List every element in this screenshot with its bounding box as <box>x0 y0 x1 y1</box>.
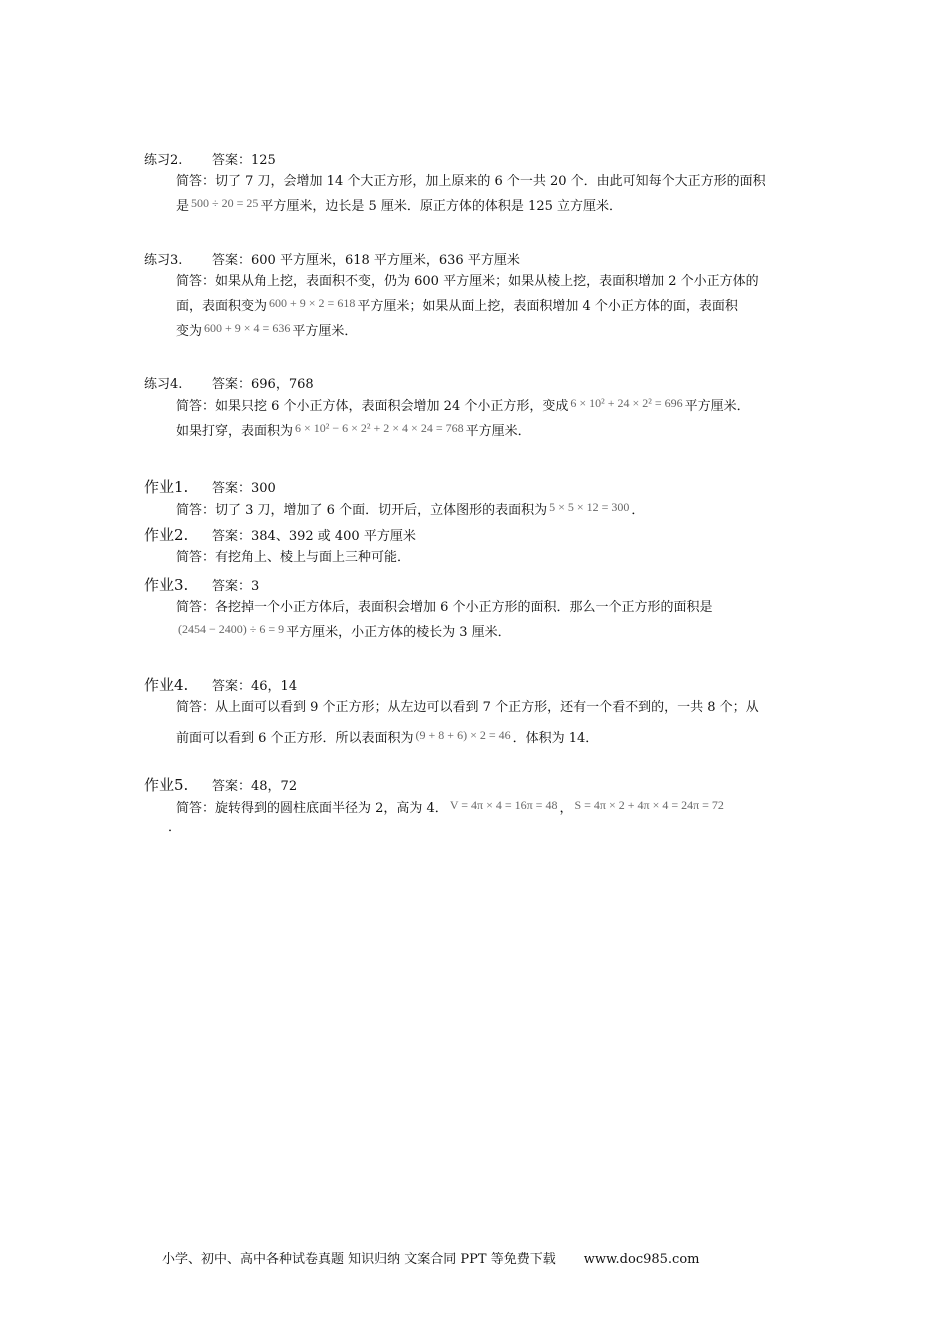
entry-answer: 答案：696，768 <box>212 377 314 392</box>
entry-answer: 答案：3 <box>212 579 260 594</box>
entry-homework-3 <box>144 576 814 645</box>
formula: V = 4π × 4 = 16π = 48 <box>449 798 558 812</box>
entry-exercise-4 <box>144 376 814 444</box>
entry-line <box>176 170 814 194</box>
entry-answer: 答案：48，72 <box>212 779 298 794</box>
text-run: 平方厘米． <box>292 324 358 339</box>
entry-homework-5 <box>144 776 814 835</box>
entry-homework-2 <box>144 526 814 570</box>
entry-line <box>176 294 814 319</box>
formula: (2454 − 2400) ÷ 6 = 9 <box>178 622 285 636</box>
entry-line <box>176 319 814 344</box>
formula: 6 × 10² + 24 × 2² = 696 <box>570 396 683 410</box>
entry-line <box>176 596 814 620</box>
entry-tag: 作业3. <box>144 576 189 594</box>
formula: 6 × 10² − 6 × 2² + 2 × 4 × 24 = 768 <box>295 421 464 435</box>
entry-homework-1 <box>144 478 814 523</box>
entry-line <box>168 821 814 835</box>
entry-answer: 答案：600 平方厘米，618 平方厘米，636 平方厘米 <box>212 253 520 268</box>
text-run: 简答：旋转得到的圆柱底面半径为 2，高为 4． <box>176 801 448 816</box>
entry-line <box>176 419 814 444</box>
entry-tag: 作业1. <box>144 478 189 496</box>
footer-text: 小学、初中、高中各种试卷真题 知识归纳 文案合同 PPT 等免费下载 <box>162 1252 556 1267</box>
entry-answer: 答案：46，14 <box>212 679 298 694</box>
text-run: ． <box>631 503 645 518</box>
text-run: 简答：各挖掉一个小正方体后，表面积会增加 6 个小正方形的面积．那么一个正方形的面积是 <box>176 600 713 615</box>
text-run: ， <box>559 801 573 816</box>
entry-tag: 作业4. <box>144 676 189 694</box>
entry-answer: 答案：384、392 或 400 平方厘米 <box>212 529 416 544</box>
formula: 500 ÷ 20 = 25 <box>191 196 259 210</box>
entry-answer: 答案：125 <box>212 153 276 168</box>
entry-exercise-3 <box>144 252 814 344</box>
text-run: 平方厘米． <box>684 399 750 414</box>
text-run: 简答：如果从角上挖，表面积不变，仍为 600 平方厘米；如果从棱上挖，表面积增加 2 个小正方体的 <box>176 274 759 289</box>
entry-homework-4 <box>144 676 814 751</box>
entry-exercise-2 <box>144 152 814 219</box>
entry-line <box>176 620 814 645</box>
formula: 600 + 9 × 2 = 618 <box>269 296 356 310</box>
text-run: 简答：切了 7 刀，会增加 14 个大正方形，加上原来的 6 个一共 20 个．由此可知每个大正方形的面积 <box>176 174 766 189</box>
entry-line <box>176 394 814 419</box>
text-run: 平方厘米． <box>465 424 531 439</box>
text-run: 如果打穿，表面积为 <box>176 424 294 439</box>
formula: S = 4π × 2 + 4π × 4 = 24π = 72 <box>574 798 724 812</box>
entry-tag: 作业2. <box>144 526 189 544</box>
text-run: ．体积为 14． <box>512 731 599 746</box>
entry-tag: 练习2. <box>144 153 183 168</box>
entry-line <box>176 498 814 523</box>
text-run: ． <box>168 820 182 835</box>
text-run: 平方厘米，边长是 5 厘米．原正方体的体积是 125 立方厘米． <box>260 199 622 214</box>
entry-line <box>176 696 814 720</box>
entry-line <box>176 194 814 219</box>
text-run: 平方厘米；如果从面上挖，表面积增加 4 个小正方体的面，表面积 <box>357 299 738 314</box>
entry-line <box>176 726 814 751</box>
formula: (9 + 8 + 6) × 2 = 46 <box>415 728 511 742</box>
page-footer <box>162 1248 802 1267</box>
entry-line <box>176 270 814 294</box>
text-run: 变为 <box>176 324 203 339</box>
text-run: 平方厘米，小正方体的棱长为 3 厘米． <box>286 625 511 640</box>
text-run: 面，表面积变为 <box>176 299 268 314</box>
formula: 600 + 9 × 4 = 636 <box>204 321 291 335</box>
text-run: 简答：如果只挖 6 个小正方体，表面积会增加 24 个小正方形，变成 <box>176 399 569 414</box>
text-run: 简答：切了 3 刀，增加了 6 个面．切开后，立体图形的表面积为 <box>176 503 548 518</box>
footer-url[interactable]: www.doc985.com <box>583 1252 700 1267</box>
text-run: 前面可以看到 6 个正方形．所以表面积为 <box>176 731 414 746</box>
formula: 5 × 5 × 12 = 300 <box>549 500 630 514</box>
entry-tag: 练习4. <box>144 377 183 392</box>
entry-line <box>176 796 814 821</box>
entry-line <box>176 546 814 570</box>
entry-answer: 答案：300 <box>212 481 276 496</box>
text-run: 是 <box>176 199 190 214</box>
text-run: 简答：有挖角上、棱上与面上三种可能． <box>176 550 411 565</box>
entry-tag: 作业5. <box>144 776 189 794</box>
entry-tag: 练习3. <box>144 253 183 268</box>
text-run: 简答：从上面可以看到 9 个正方形；从左边可以看到 7 个正方形，还有一个看不到的，一共 8 个；从 <box>176 700 759 715</box>
